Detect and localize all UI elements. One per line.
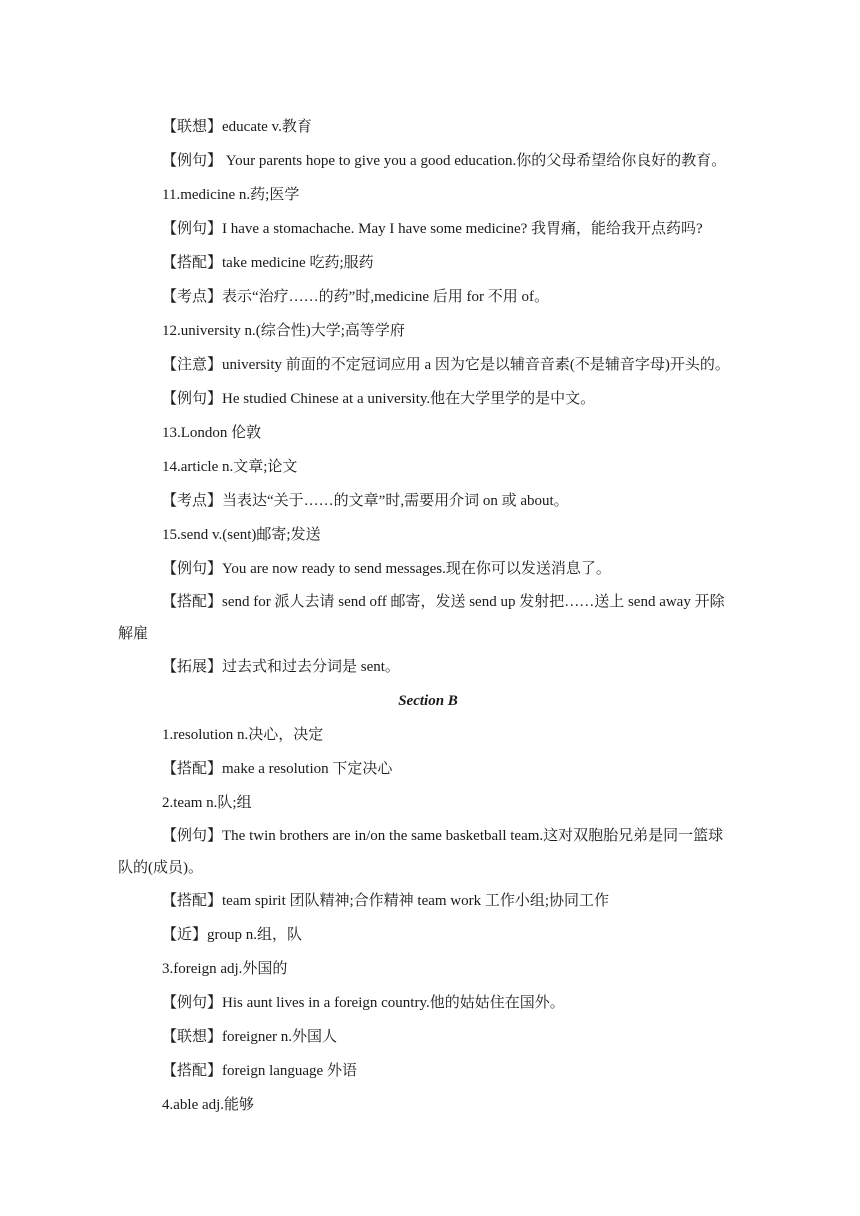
vocab-entry: 12.university n.(综合性)大学;高等学府 — [162, 323, 405, 339]
text-line: 【近】group n.组，队 — [162, 927, 302, 943]
text-line: 【例句】I have a stomachache. May I have some medicine? 我胃痛，能给我开点药吗? — [162, 221, 703, 237]
text-line: 【联想】educate v.教育 — [162, 119, 312, 135]
text-line: 【搭配】take medicine 吃药;服药 — [162, 255, 374, 271]
text-line: 【考点】当表达“关于……的文章”时,需要用介词 on 或 about。 — [162, 493, 569, 509]
vocab-entry: 2.team n.队;组 — [162, 795, 252, 811]
text-line: 【考点】表示“治疗……的药”时,medicine 后用 for 不用 of。 — [162, 289, 550, 305]
vocab-entry: 4.able adj.能够 — [162, 1097, 255, 1113]
vocab-entry: 1.resolution n.决心，决定 — [162, 727, 324, 743]
text-line: 【例句】The twin brothers are in/on the same basketball team.这对双胞胎兄弟是同一篮球队的(成员)。 — [118, 828, 724, 876]
vocab-entry: 15.send v.(sent)邮寄;发送 — [162, 527, 321, 543]
text-line: 【搭配】send for 派人去请 send off 邮寄，发送 send up 发射把……送上 send away 开除解雇 — [118, 594, 725, 642]
section-heading: Section B — [398, 693, 458, 709]
text-line: 【例句】You are now ready to send messages.现在你可以发送消息了。 — [162, 561, 611, 577]
text-line: 【拓展】过去式和过去分词是 sent。 — [162, 659, 400, 675]
text-line: 【联想】foreigner n.外国人 — [162, 1029, 337, 1045]
text-line: 【搭配】foreign language 外语 — [162, 1063, 357, 1079]
text-line: 【搭配】team spirit 团队精神;合作精神 team work 工作小组;协同工作 — [162, 893, 610, 909]
text-line: 【例句】 Your parents hope to give you a good education.你的父母希望给你良好的教育。 — [162, 153, 727, 169]
vocab-entry: 14.article n.文章;论文 — [162, 459, 298, 475]
text-line: 【例句】He studied Chinese at a university.他在大学里学的是中文。 — [162, 391, 596, 407]
text-line: 【搭配】make a resolution 下定决心 — [162, 761, 393, 777]
text-line: 【例句】His aunt lives in a foreign country.他的姑姑住在国外。 — [162, 995, 565, 1011]
vocab-entry: 3.foreign adj.外国的 — [162, 961, 288, 977]
vocab-entry: 11.medicine n.药;医学 — [162, 187, 300, 203]
text-line: 【注意】university 前面的不定冠词应用 a 因为它是以辅音音素(不是辅音字母)开头的。 — [162, 357, 730, 373]
vocab-entry: 13.London 伦敦 — [162, 425, 262, 441]
document-body — [118, 110, 738, 1122]
